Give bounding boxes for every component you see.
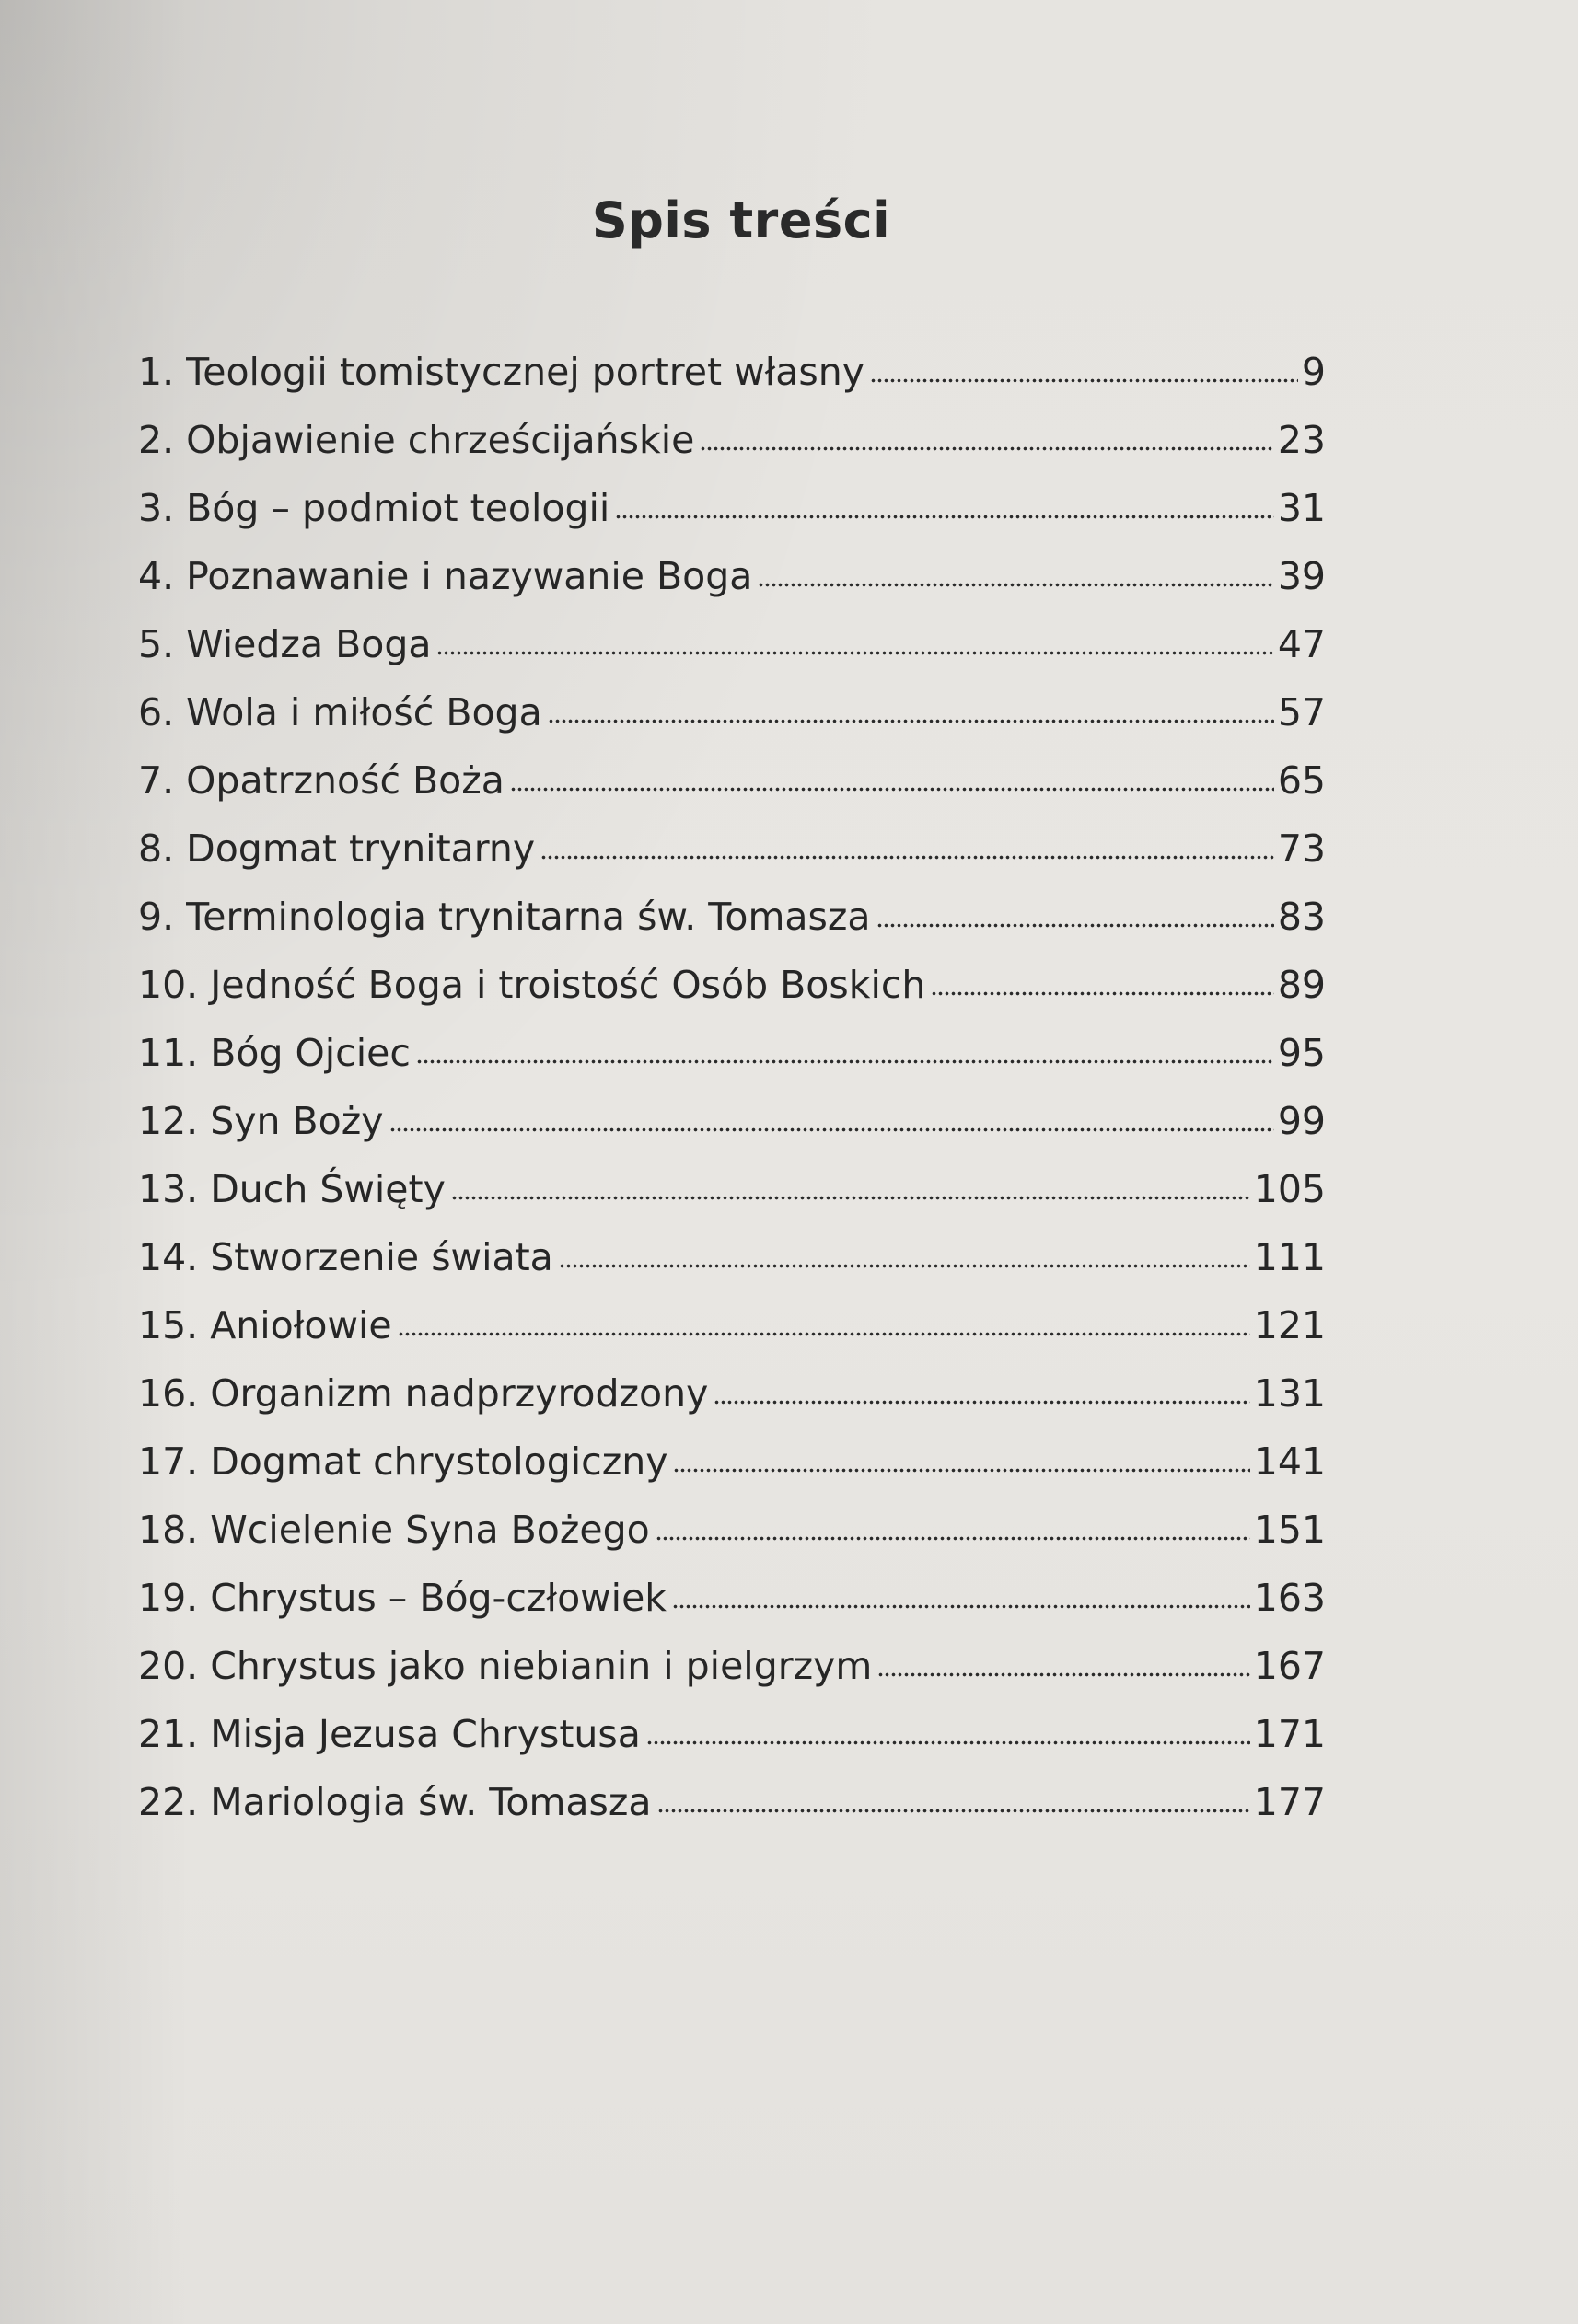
toc-entry-page-number: 9 (1301, 350, 1326, 394)
dot-leader (714, 1397, 1249, 1406)
dot-leader (877, 1670, 1249, 1679)
toc-entry-page-number: 65 (1277, 758, 1326, 803)
toc-entry-title: 6. Wola i miłość Boga (138, 690, 542, 734)
dot-leader (416, 1057, 1274, 1066)
toc-entry-page-number: 95 (1277, 1031, 1326, 1075)
dot-leader (700, 444, 1273, 453)
dot-leader (870, 376, 1298, 385)
dot-leader (389, 1125, 1274, 1134)
toc-entry-page-number: 151 (1253, 1508, 1326, 1552)
toc-entry-title: 17. Dogmat chrystologiczny (138, 1439, 668, 1484)
toc-entry (138, 1439, 1326, 1508)
toc-entry-title: 19. Chrystus – Bóg-człowiek (138, 1576, 667, 1620)
toc-entry-title: 14. Stworzenie świata (138, 1235, 553, 1279)
toc-entry (138, 350, 1326, 418)
dot-leader (657, 1806, 1250, 1815)
toc-entry-page-number: 57 (1277, 690, 1326, 734)
toc-entry (138, 1167, 1326, 1235)
toc-entry-title: 11. Bóg Ojciec (138, 1031, 411, 1075)
toc-entry-title: 8. Dogmat trynitarny (138, 827, 536, 871)
toc-entry (138, 1031, 1326, 1099)
page-title: Spis treści (591, 191, 891, 249)
toc-entry (138, 758, 1326, 827)
toc-entry-title: 22. Mariologia św. Tomasza (138, 1780, 652, 1824)
toc-entry-title: 16. Organizm nadprzyrodzony (138, 1371, 709, 1416)
toc-entry-title: 7. Opatrzność Boża (138, 758, 505, 803)
dot-leader (548, 716, 1274, 725)
toc-entry-page-number: 99 (1277, 1099, 1326, 1143)
dot-leader (615, 512, 1274, 521)
toc-entry (138, 1712, 1326, 1780)
toc-entry (138, 1644, 1326, 1712)
toc-entry-title: 9. Terminologia trynitarna św. Tomasza (138, 895, 871, 939)
toc-entry (138, 1576, 1326, 1644)
toc-entry-page-number: 47 (1277, 622, 1326, 666)
toc-entry-title: 21. Misja Jezusa Chrystusa (138, 1712, 641, 1756)
toc-entry-page-number: 131 (1253, 1371, 1326, 1416)
dot-leader (398, 1329, 1250, 1338)
toc-entry-title: 4. Poznawanie i nazywanie Boga (138, 554, 753, 598)
toc-entry-title: 20. Chrystus jako niebianin i pielgrzym (138, 1644, 873, 1688)
toc-entry-title: 2. Objawienie chrześcijańskie (138, 418, 695, 462)
toc-entry-page-number: 31 (1277, 486, 1326, 530)
toc-entry-title: 3. Bóg – podmiot teologii (138, 486, 610, 530)
toc-entry (138, 554, 1326, 622)
toc-entry-page-number: 163 (1253, 1576, 1326, 1620)
toc-entry-page-number: 121 (1253, 1303, 1326, 1347)
toc-entry-page-number: 105 (1253, 1167, 1326, 1211)
toc-entry (138, 1235, 1326, 1303)
toc-entry-page-number: 73 (1277, 827, 1326, 871)
toc-entry-page-number: 83 (1277, 895, 1326, 939)
dot-leader (656, 1533, 1250, 1543)
dot-leader (559, 1261, 1250, 1270)
dot-leader (672, 1601, 1250, 1611)
toc-entry (138, 418, 1326, 486)
dot-leader (876, 920, 1274, 930)
toc-entry-page-number: 89 (1277, 963, 1326, 1007)
toc-entry-title: 1. Teologii tomistycznej portret własny (138, 350, 864, 394)
dot-leader (451, 1193, 1250, 1202)
table-of-contents (138, 350, 1326, 1848)
dot-leader (673, 1465, 1249, 1474)
toc-entry-page-number: 141 (1253, 1439, 1326, 1484)
toc-entry-title: 13. Duch Święty (138, 1167, 446, 1211)
toc-entry-title: 15. Aniołowie (138, 1303, 392, 1347)
toc-entry-page-number: 177 (1253, 1780, 1326, 1824)
dot-leader (510, 784, 1274, 793)
dot-leader (758, 580, 1273, 589)
toc-entry-page-number: 111 (1253, 1235, 1326, 1279)
toc-entry (138, 827, 1326, 895)
toc-entry-page-number: 167 (1253, 1644, 1326, 1688)
toc-entry (138, 895, 1326, 963)
dot-leader (931, 989, 1273, 998)
toc-entry-title: 12. Syn Boży (138, 1099, 384, 1143)
dot-leader (540, 852, 1274, 861)
dot-leader (646, 1738, 1250, 1747)
toc-entry (138, 1099, 1326, 1167)
toc-entry-page-number: 171 (1253, 1712, 1326, 1756)
toc-entry-title: 10. Jedność Boga i troistość Osób Boskich (138, 963, 926, 1007)
toc-entry-title: 18. Wcielenie Syna Bożego (138, 1508, 650, 1552)
toc-entry (138, 690, 1326, 758)
toc-entry (138, 1303, 1326, 1371)
toc-entry-page-number: 23 (1277, 418, 1326, 462)
toc-entry (138, 1508, 1326, 1576)
toc-entry (138, 486, 1326, 554)
toc-entry-page-number: 39 (1277, 554, 1326, 598)
toc-entry (138, 1371, 1326, 1439)
toc-entry (138, 622, 1326, 690)
dot-leader (436, 648, 1273, 657)
toc-entry (138, 963, 1326, 1031)
toc-entry-title: 5. Wiedza Boga (138, 622, 432, 666)
toc-entry (138, 1780, 1326, 1848)
